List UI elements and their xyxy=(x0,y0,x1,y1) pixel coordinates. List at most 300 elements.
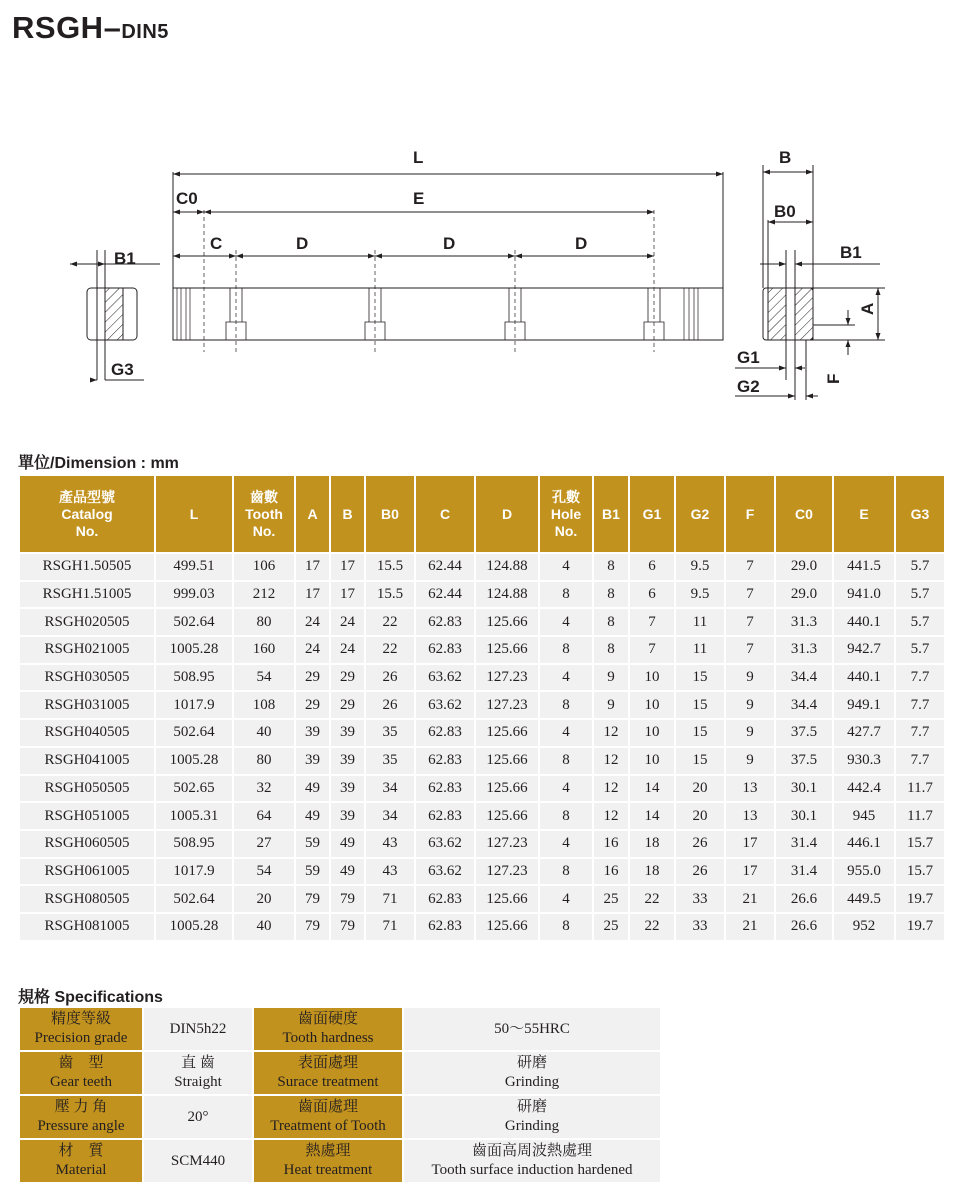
table-cell: 26 xyxy=(366,692,414,718)
table-cell: 4 xyxy=(540,776,592,802)
column-header-line: G3 xyxy=(910,505,930,522)
table-cell: 15.5 xyxy=(366,554,414,580)
table-cell: 62.83 xyxy=(416,748,474,774)
table-cell: 4 xyxy=(540,720,592,746)
table-cell: 62.83 xyxy=(416,720,474,746)
spec-text-line: Grinding xyxy=(504,1118,560,1134)
catalog-number-cell: RSGH1.51005 xyxy=(20,582,154,608)
catalog-number-cell: RSGH060505 xyxy=(20,831,154,857)
spec-text-line: 壓 力 角 xyxy=(54,1099,108,1115)
table-cell: 442.4 xyxy=(834,776,894,802)
table-cell: 941.0 xyxy=(834,582,894,608)
table-cell: 21 xyxy=(726,914,774,940)
table-cell: 106 xyxy=(234,554,294,580)
table-cell: 13 xyxy=(726,776,774,802)
column-header-line: B1 xyxy=(602,505,620,522)
table-cell: 502.64 xyxy=(156,609,232,635)
column-header xyxy=(476,476,538,552)
spec-text-line: Pressure angle xyxy=(37,1118,125,1134)
spec-label-cell xyxy=(254,1140,402,1182)
table-cell: 9 xyxy=(726,665,774,691)
table-cell: 7 xyxy=(726,582,774,608)
column-header xyxy=(366,476,414,552)
table-cell: 6 xyxy=(630,554,674,580)
spec-label-cell xyxy=(20,1096,142,1138)
label-G2: G2 xyxy=(737,377,760,396)
table-cell: 62.83 xyxy=(416,776,474,802)
table-cell: 9 xyxy=(594,692,628,718)
table-cell: 124.88 xyxy=(476,582,538,608)
table-cell: 63.62 xyxy=(416,665,474,691)
column-header-line: C0 xyxy=(795,505,813,522)
table-cell: 8 xyxy=(540,582,592,608)
table-cell: 26.6 xyxy=(776,886,832,912)
table-cell: 508.95 xyxy=(156,665,232,691)
table-cell: 26 xyxy=(366,665,414,691)
spec-label-cell xyxy=(254,1008,402,1050)
table-cell: 49 xyxy=(331,859,364,885)
table-cell: 7 xyxy=(726,554,774,580)
table-cell: 9 xyxy=(594,665,628,691)
catalog-number-cell: RSGH1.50505 xyxy=(20,554,154,580)
table-cell: 29 xyxy=(296,665,329,691)
table-cell: 22 xyxy=(366,609,414,635)
table-cell: 14 xyxy=(630,803,674,829)
column-header-line: 孔數 xyxy=(552,488,580,505)
table-cell: 29 xyxy=(331,665,364,691)
table-cell: 7 xyxy=(630,609,674,635)
column-header xyxy=(20,476,154,552)
table-cell: 71 xyxy=(366,914,414,940)
table-cell: 33 xyxy=(676,886,724,912)
spec-value-cell xyxy=(144,1140,252,1182)
table-cell: 945 xyxy=(834,803,894,829)
rack-dimension-drawing xyxy=(0,130,957,420)
table-cell: 22 xyxy=(630,914,674,940)
table-cell: 942.7 xyxy=(834,637,894,663)
table-cell: 446.1 xyxy=(834,831,894,857)
table-cell: 12 xyxy=(594,720,628,746)
table-cell: 62.83 xyxy=(416,637,474,663)
table-cell: 29.0 xyxy=(776,582,832,608)
table-cell: 32 xyxy=(234,776,294,802)
table-cell: 499.51 xyxy=(156,554,232,580)
column-header xyxy=(296,476,329,552)
table-cell: 59 xyxy=(296,831,329,857)
table-cell: 127.23 xyxy=(476,859,538,885)
column-header-line: Hole xyxy=(550,505,582,522)
spec-text-line: Precision grade xyxy=(34,1030,128,1046)
label-E: E xyxy=(413,189,425,208)
table-cell: 502.64 xyxy=(156,720,232,746)
column-header xyxy=(726,476,774,552)
table-cell: 8 xyxy=(594,554,628,580)
table-cell: 63.62 xyxy=(416,859,474,885)
table-cell: 49 xyxy=(296,776,329,802)
table-cell: 949.1 xyxy=(834,692,894,718)
table-cell: 39 xyxy=(296,748,329,774)
spec-text-line: Heat treatment xyxy=(283,1162,373,1178)
table-cell: 17 xyxy=(726,831,774,857)
table-cell: 27 xyxy=(234,831,294,857)
spec-text-line: 50～55HRC xyxy=(494,1020,570,1037)
table-cell: 15.5 xyxy=(366,582,414,608)
table-row xyxy=(20,582,944,608)
table-cell: 30.1 xyxy=(776,803,832,829)
column-header-line: B xyxy=(342,505,353,522)
spec-value-cell xyxy=(404,1008,660,1050)
label-C: C xyxy=(210,234,223,253)
column-header-line: 產品型號 xyxy=(59,488,115,505)
table-row xyxy=(20,859,944,885)
spec-value-cell xyxy=(404,1140,660,1182)
table-cell: 7.7 xyxy=(896,665,944,691)
column-header xyxy=(676,476,724,552)
table-cell: 11.7 xyxy=(896,776,944,802)
column-header-line: C xyxy=(439,505,451,522)
table-cell: 8 xyxy=(540,692,592,718)
catalog-number-cell: RSGH081005 xyxy=(20,914,154,940)
table-cell: 11 xyxy=(676,609,724,635)
table-cell: 15 xyxy=(676,665,724,691)
table-cell: 4 xyxy=(540,554,592,580)
table-cell: 11.7 xyxy=(896,803,944,829)
column-header-line: Catalog xyxy=(61,505,113,522)
label-D-1: D xyxy=(296,234,309,253)
table-cell: 16 xyxy=(594,831,628,857)
table-cell: 4 xyxy=(540,886,592,912)
table-cell: 31.4 xyxy=(776,859,832,885)
label-B1-left: B1 xyxy=(114,249,136,268)
table-cell: 25 xyxy=(594,914,628,940)
column-header-line: 齒數 xyxy=(250,488,278,505)
table-cell: 125.66 xyxy=(476,914,538,940)
table-cell: 80 xyxy=(234,609,294,635)
table-cell: 25 xyxy=(594,886,628,912)
table-cell: 7.7 xyxy=(896,720,944,746)
table-cell: 4 xyxy=(540,665,592,691)
table-cell: 125.66 xyxy=(476,886,538,912)
table-cell: 10 xyxy=(630,748,674,774)
spec-row xyxy=(20,1052,660,1094)
column-header xyxy=(416,476,474,552)
table-cell: 31.4 xyxy=(776,831,832,857)
catalog-number-cell: RSGH020505 xyxy=(20,609,154,635)
table-cell: 15.7 xyxy=(896,859,944,885)
table-cell: 12 xyxy=(594,748,628,774)
table-cell: 62.83 xyxy=(416,914,474,940)
table-row xyxy=(20,803,944,829)
table-cell: 43 xyxy=(366,831,414,857)
table-cell: 955.0 xyxy=(834,859,894,885)
table-cell: 999.03 xyxy=(156,582,232,608)
table-cell: 125.66 xyxy=(476,609,538,635)
table-cell: 6 xyxy=(630,582,674,608)
column-header xyxy=(594,476,628,552)
table-row xyxy=(20,720,944,746)
table-cell: 31.3 xyxy=(776,609,832,635)
table-cell: 440.1 xyxy=(834,609,894,635)
table-cell: 7 xyxy=(726,609,774,635)
spec-row xyxy=(20,1096,660,1138)
table-cell: 79 xyxy=(296,886,329,912)
table-cell: 24 xyxy=(331,637,364,663)
table-cell: 8 xyxy=(540,803,592,829)
spec-text-line: Material xyxy=(55,1162,107,1178)
catalog-number-cell: RSGH031005 xyxy=(20,692,154,718)
table-cell: 71 xyxy=(366,886,414,912)
spec-row xyxy=(20,1140,660,1182)
table-cell: 19.7 xyxy=(896,886,944,912)
table-cell: 39 xyxy=(331,803,364,829)
table-cell: 4 xyxy=(540,831,592,857)
table-cell: 33 xyxy=(676,914,724,940)
table-cell: 34 xyxy=(366,776,414,802)
table-cell: 8 xyxy=(540,637,592,663)
table-cell: 1017.9 xyxy=(156,859,232,885)
table-cell: 34.4 xyxy=(776,665,832,691)
column-header-line: B0 xyxy=(381,505,399,522)
column-header-line: D xyxy=(501,505,513,522)
spec-text-line: 材 質 xyxy=(58,1143,104,1159)
spec-text-line: Treatment of Tooth xyxy=(270,1118,386,1134)
spec-text-line: 20° xyxy=(187,1108,209,1125)
table-cell: 14 xyxy=(630,776,674,802)
table-cell: 62.83 xyxy=(416,803,474,829)
spec-text-line: DIN5h22 xyxy=(169,1020,227,1037)
rack-side-view xyxy=(173,172,723,352)
table-cell: 15.7 xyxy=(896,831,944,857)
spec-label-cell xyxy=(254,1052,402,1094)
table-cell: 63.62 xyxy=(416,692,474,718)
table-cell: 5.7 xyxy=(896,582,944,608)
table-cell: 449.5 xyxy=(834,886,894,912)
spec-label-cell xyxy=(20,1008,142,1050)
table-cell: 80 xyxy=(234,748,294,774)
table-cell: 22 xyxy=(366,637,414,663)
spec-value-cell xyxy=(404,1052,660,1094)
column-header-line: A xyxy=(307,505,318,522)
table-cell: 125.66 xyxy=(476,776,538,802)
table-cell: 35 xyxy=(366,720,414,746)
label-B0: B0 xyxy=(774,202,796,221)
column-header-line: E xyxy=(859,505,869,522)
table-cell: 20 xyxy=(676,803,724,829)
table-cell: 17 xyxy=(296,582,329,608)
table-cell: 9.5 xyxy=(676,582,724,608)
table-cell: 13 xyxy=(726,803,774,829)
table-cell: 127.23 xyxy=(476,665,538,691)
table-row xyxy=(20,748,944,774)
table-cell: 124.88 xyxy=(476,554,538,580)
table-cell: 20 xyxy=(234,886,294,912)
table-row xyxy=(20,831,944,857)
table-cell: 12 xyxy=(594,776,628,802)
table-cell: 1005.28 xyxy=(156,748,232,774)
table-cell: 18 xyxy=(630,859,674,885)
spec-text-line: 研磨 xyxy=(516,1099,547,1115)
table-cell: 29 xyxy=(331,692,364,718)
table-cell: 19.7 xyxy=(896,914,944,940)
table-cell: 62.44 xyxy=(416,582,474,608)
label-L: L xyxy=(413,148,424,167)
catalog-number-cell: RSGH041005 xyxy=(20,748,154,774)
table-cell: 9 xyxy=(726,748,774,774)
table-cell: 31.3 xyxy=(776,637,832,663)
spec-value-cell xyxy=(144,1052,252,1094)
label-C0: C0 xyxy=(176,189,198,208)
label-A: A xyxy=(858,302,877,315)
spec-label-cell xyxy=(20,1052,142,1094)
catalog-number-cell: RSGH050505 xyxy=(20,776,154,802)
spec-text-line: Grinding xyxy=(504,1074,560,1090)
table-cell: 18 xyxy=(630,831,674,857)
table-cell: 59 xyxy=(296,859,329,885)
table-header-row xyxy=(20,476,944,552)
table-cell: 17 xyxy=(331,554,364,580)
table-cell: 16 xyxy=(594,859,628,885)
table-cell: 1017.9 xyxy=(156,692,232,718)
table-cell: 108 xyxy=(234,692,294,718)
spec-text-line: Surace treatment xyxy=(277,1074,379,1090)
table-cell: 62.83 xyxy=(416,609,474,635)
table-row xyxy=(20,776,944,802)
table-cell: 26 xyxy=(676,859,724,885)
table-cell: 17 xyxy=(726,859,774,885)
table-cell: 54 xyxy=(234,859,294,885)
column-header-line: G1 xyxy=(642,505,662,522)
table-cell: 7 xyxy=(726,637,774,663)
label-D-2: D xyxy=(443,234,456,253)
table-cell: 79 xyxy=(331,914,364,940)
catalog-number-cell: RSGH080505 xyxy=(20,886,154,912)
table-cell: 49 xyxy=(296,803,329,829)
table-cell: 7 xyxy=(630,637,674,663)
table-cell: 440.1 xyxy=(834,665,894,691)
column-header-line: L xyxy=(189,505,199,522)
column-header xyxy=(540,476,592,552)
table-cell: 508.95 xyxy=(156,831,232,857)
column-header xyxy=(156,476,232,552)
table-cell: 15 xyxy=(676,720,724,746)
spec-label-cell xyxy=(20,1140,142,1182)
specifications-table xyxy=(18,1006,662,1184)
catalog-number-cell: RSGH021005 xyxy=(20,637,154,663)
table-cell: 10 xyxy=(630,720,674,746)
table-row xyxy=(20,554,944,580)
page-title: RSGH–DIN5 xyxy=(12,10,169,45)
table-row xyxy=(20,665,944,691)
table-cell: 7.7 xyxy=(896,692,944,718)
table-cell: 10 xyxy=(630,665,674,691)
column-header xyxy=(834,476,894,552)
table-cell: 8 xyxy=(594,582,628,608)
column-header xyxy=(234,476,294,552)
column-header-line: Tooth xyxy=(245,505,283,522)
spec-text-line: 研磨 xyxy=(516,1055,547,1071)
table-cell: 127.23 xyxy=(476,692,538,718)
table-cell: 1005.28 xyxy=(156,914,232,940)
table-cell: 125.66 xyxy=(476,748,538,774)
spec-value-cell xyxy=(404,1096,660,1138)
column-header xyxy=(630,476,674,552)
table-cell: 8 xyxy=(540,748,592,774)
table-cell: 930.3 xyxy=(834,748,894,774)
dimension-title: 單位/Dimension : mm xyxy=(18,455,179,472)
spec-text-line: 齒面高周波熱處理 xyxy=(471,1143,592,1159)
table-cell: 29 xyxy=(296,692,329,718)
table-cell: 39 xyxy=(331,776,364,802)
column-header-line: No. xyxy=(554,522,578,539)
spec-row xyxy=(20,1008,660,1050)
table-cell: 17 xyxy=(296,554,329,580)
table-cell: 11 xyxy=(676,637,724,663)
table-cell: 20 xyxy=(676,776,724,802)
table-cell: 8 xyxy=(594,637,628,663)
label-F: F xyxy=(824,373,843,384)
table-row xyxy=(20,609,944,635)
column-header-line: F xyxy=(745,505,755,522)
table-cell: 1005.28 xyxy=(156,637,232,663)
table-cell: 63.62 xyxy=(416,831,474,857)
label-G1: G1 xyxy=(737,348,760,367)
table-cell: 12 xyxy=(594,803,628,829)
table-cell: 5.7 xyxy=(896,637,944,663)
table-cell: 952 xyxy=(834,914,894,940)
table-cell: 125.66 xyxy=(476,803,538,829)
table-cell: 212 xyxy=(234,582,294,608)
table-cell: 62.83 xyxy=(416,886,474,912)
table-cell: 40 xyxy=(234,914,294,940)
table-cell: 502.65 xyxy=(156,776,232,802)
table-cell: 29.0 xyxy=(776,554,832,580)
spec-text-line: 齒 型 xyxy=(58,1055,104,1071)
catalog-number-cell: RSGH040505 xyxy=(20,720,154,746)
label-G3: G3 xyxy=(111,360,134,379)
catalog-number-cell: RSGH061005 xyxy=(20,859,154,885)
table-cell: 24 xyxy=(296,609,329,635)
table-cell: 1005.31 xyxy=(156,803,232,829)
table-cell: 39 xyxy=(296,720,329,746)
table-cell: 9 xyxy=(726,720,774,746)
table-row xyxy=(20,886,944,912)
table-cell: 160 xyxy=(234,637,294,663)
table-cell: 127.23 xyxy=(476,831,538,857)
spec-text-line: Tooth hardness xyxy=(282,1030,374,1046)
column-header-line: No. xyxy=(75,522,99,539)
table-cell: 4 xyxy=(540,609,592,635)
spec-text-line: 齒面處理 xyxy=(297,1099,358,1115)
table-cell: 37.5 xyxy=(776,748,832,774)
table-cell: 26 xyxy=(676,831,724,857)
spec-text-line: 齒面硬度 xyxy=(297,1011,358,1027)
table-cell: 26.6 xyxy=(776,914,832,940)
table-cell: 8 xyxy=(594,609,628,635)
catalog-number-cell: RSGH051005 xyxy=(20,803,154,829)
table-cell: 8 xyxy=(540,914,592,940)
label-B: B xyxy=(779,148,792,167)
table-cell: 24 xyxy=(296,637,329,663)
table-cell: 34 xyxy=(366,803,414,829)
table-cell: 8 xyxy=(540,859,592,885)
catalog-number-cell: RSGH030505 xyxy=(20,665,154,691)
table-row xyxy=(20,914,944,940)
table-cell: 10 xyxy=(630,692,674,718)
table-cell: 62.44 xyxy=(416,554,474,580)
column-header-line: No. xyxy=(252,522,276,539)
table-cell: 39 xyxy=(331,748,364,774)
table-cell: 34.4 xyxy=(776,692,832,718)
